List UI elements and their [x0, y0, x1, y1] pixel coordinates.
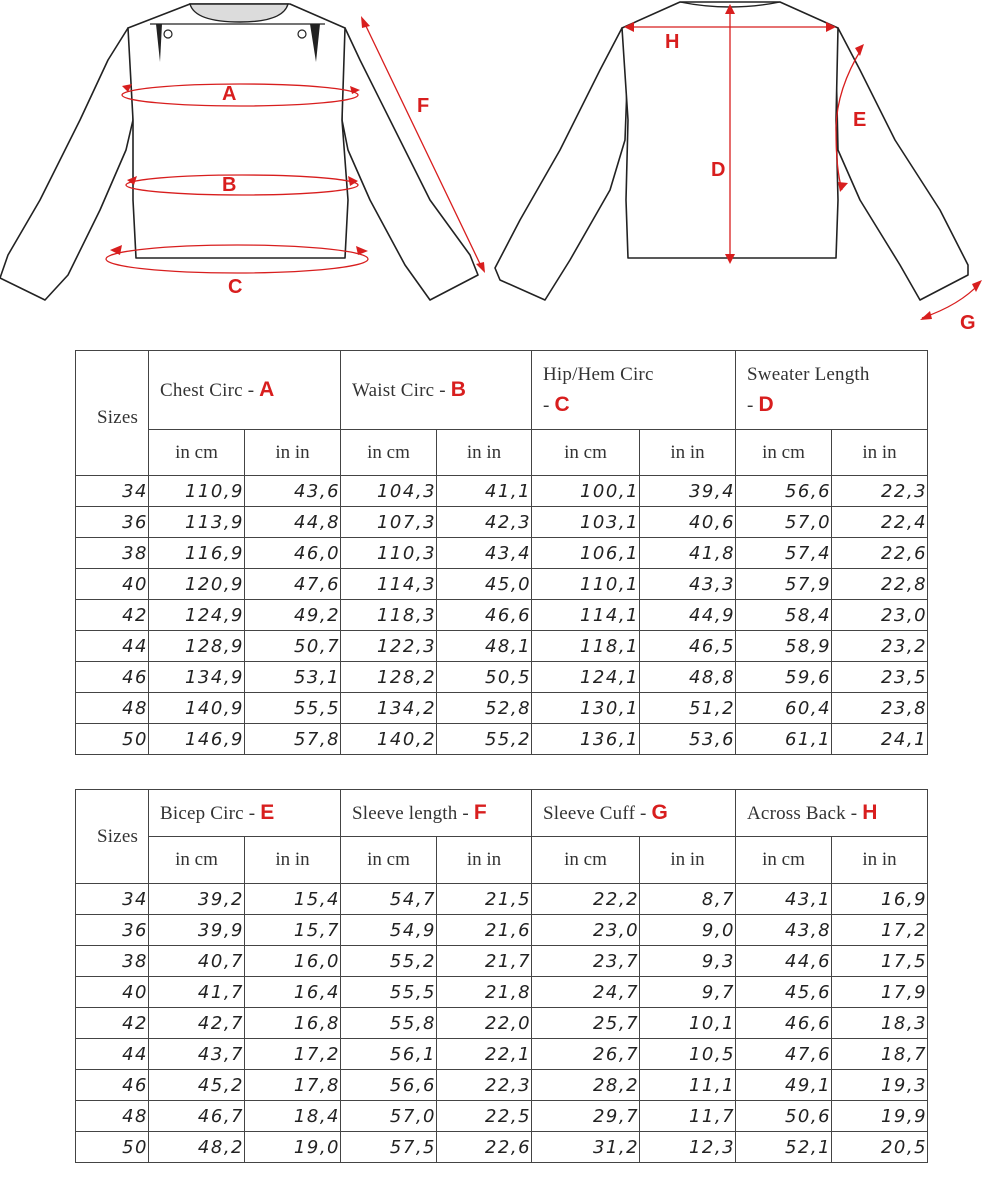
value-cell: 18,4: [245, 1101, 341, 1132]
unit-cm: in cm: [736, 430, 832, 476]
value-cell: 42,7: [149, 1008, 245, 1039]
unit-cm: in cm: [149, 430, 245, 476]
value-cell: 124,1: [532, 662, 640, 693]
table-row: [76, 915, 928, 946]
size-cell: 42: [76, 600, 149, 631]
table-row: [76, 569, 928, 600]
value-cell: 22,2: [532, 884, 640, 915]
value-cell: 55,5: [245, 693, 341, 724]
waist-circ-header: Waist Circ - B: [341, 351, 532, 430]
value-cell: 11,1: [640, 1070, 736, 1101]
value-cell: 59,6: [736, 662, 832, 693]
value-cell: 41,1: [437, 476, 532, 507]
value-cell: 57,5: [341, 1132, 437, 1163]
unit-in: in in: [640, 430, 736, 476]
size-cell: 36: [76, 915, 149, 946]
value-cell: 55,2: [341, 946, 437, 977]
value-cell: 46,6: [437, 600, 532, 631]
label-f: F: [417, 95, 430, 117]
value-cell: 44,8: [245, 507, 341, 538]
unit-in: in in: [437, 837, 532, 884]
value-cell: 58,9: [736, 631, 832, 662]
bicep-circ-header: Bicep Circ - E: [149, 790, 341, 837]
value-cell: 23,5: [832, 662, 928, 693]
table-row: [76, 1039, 928, 1070]
value-cell: 57,4: [736, 538, 832, 569]
value-cell: 19,3: [832, 1070, 928, 1101]
unit-cm: in cm: [736, 837, 832, 884]
value-cell: 50,7: [245, 631, 341, 662]
size-cell: 36: [76, 507, 149, 538]
sizes-header: Sizes: [76, 790, 149, 884]
table-row: [76, 693, 928, 724]
value-cell: 16,4: [245, 977, 341, 1008]
value-cell: 118,1: [532, 631, 640, 662]
unit-cm: in cm: [532, 430, 640, 476]
back-view: [495, 2, 982, 334]
value-cell: 15,4: [245, 884, 341, 915]
value-cell: 57,0: [736, 507, 832, 538]
value-cell: 46,5: [640, 631, 736, 662]
table-row: [76, 1008, 928, 1039]
value-cell: 58,4: [736, 600, 832, 631]
table-row: [76, 1101, 928, 1132]
value-cell: 22,3: [832, 476, 928, 507]
value-cell: 43,3: [640, 569, 736, 600]
size-cell: 48: [76, 693, 149, 724]
value-cell: 29,7: [532, 1101, 640, 1132]
value-cell: 23,7: [532, 946, 640, 977]
value-cell: 8,7: [640, 884, 736, 915]
value-cell: 56,6: [736, 476, 832, 507]
value-cell: 140,9: [149, 693, 245, 724]
value-cell: 23,0: [532, 915, 640, 946]
value-cell: 41,7: [149, 977, 245, 1008]
value-cell: 146,9: [149, 724, 245, 755]
value-cell: 43,1: [736, 884, 832, 915]
value-cell: 60,4: [736, 693, 832, 724]
table-row: [76, 946, 928, 977]
value-cell: 20,5: [832, 1132, 928, 1163]
value-cell: 43,4: [437, 538, 532, 569]
value-cell: 106,1: [532, 538, 640, 569]
size-cell: 34: [76, 884, 149, 915]
unit-cm: in cm: [341, 837, 437, 884]
size-cell: 44: [76, 1039, 149, 1070]
unit-cm: in cm: [341, 430, 437, 476]
unit-cm: in cm: [532, 837, 640, 884]
value-cell: 46,0: [245, 538, 341, 569]
value-cell: 9,0: [640, 915, 736, 946]
value-cell: 48,1: [437, 631, 532, 662]
value-cell: 140,2: [341, 724, 437, 755]
value-cell: 57,8: [245, 724, 341, 755]
value-cell: 53,6: [640, 724, 736, 755]
size-cell: 46: [76, 662, 149, 693]
value-cell: 45,6: [736, 977, 832, 1008]
value-cell: 39,2: [149, 884, 245, 915]
value-cell: 17,5: [832, 946, 928, 977]
value-cell: 116,9: [149, 538, 245, 569]
value-cell: 16,0: [245, 946, 341, 977]
value-cell: 43,6: [245, 476, 341, 507]
size-cell: 44: [76, 631, 149, 662]
value-cell: 23,0: [832, 600, 928, 631]
value-cell: 134,9: [149, 662, 245, 693]
value-cell: 22,3: [437, 1070, 532, 1101]
size-table-body-measurements: [75, 350, 928, 755]
value-cell: 55,8: [341, 1008, 437, 1039]
value-cell: 54,9: [341, 915, 437, 946]
value-cell: 48,2: [149, 1132, 245, 1163]
value-cell: 17,8: [245, 1070, 341, 1101]
value-cell: 53,1: [245, 662, 341, 693]
value-cell: 49,1: [736, 1070, 832, 1101]
table-row: [76, 662, 928, 693]
table-row: [76, 538, 928, 569]
value-cell: 45,0: [437, 569, 532, 600]
value-cell: 44,9: [640, 600, 736, 631]
value-cell: 21,6: [437, 915, 532, 946]
value-cell: 10,1: [640, 1008, 736, 1039]
sleeve-length-header: Sleeve length - F: [341, 790, 532, 837]
value-cell: 44,6: [736, 946, 832, 977]
label-g: G: [960, 312, 976, 334]
value-cell: 52,1: [736, 1132, 832, 1163]
value-cell: 43,7: [149, 1039, 245, 1070]
value-cell: 110,9: [149, 476, 245, 507]
value-cell: 17,2: [832, 915, 928, 946]
value-cell: 22,4: [832, 507, 928, 538]
sleeve-cuff-header: Sleeve Cuff - G: [532, 790, 736, 837]
size-cell: 38: [76, 946, 149, 977]
value-cell: 19,9: [832, 1101, 928, 1132]
value-cell: 25,7: [532, 1008, 640, 1039]
value-cell: 40,6: [640, 507, 736, 538]
value-cell: 49,2: [245, 600, 341, 631]
value-cell: 45,2: [149, 1070, 245, 1101]
value-cell: 22,6: [437, 1132, 532, 1163]
size-cell: 40: [76, 569, 149, 600]
value-cell: 113,9: [149, 507, 245, 538]
sweater-length-header: Sweater Length - D: [736, 351, 928, 430]
value-cell: 47,6: [736, 1039, 832, 1070]
value-cell: 12,3: [640, 1132, 736, 1163]
value-cell: 24,1: [832, 724, 928, 755]
value-cell: 18,7: [832, 1039, 928, 1070]
value-cell: 103,1: [532, 507, 640, 538]
value-cell: 55,2: [437, 724, 532, 755]
sizes-header: Sizes: [76, 351, 149, 476]
value-cell: 9,7: [640, 977, 736, 1008]
value-cell: 57,9: [736, 569, 832, 600]
value-cell: 22,8: [832, 569, 928, 600]
value-cell: 21,5: [437, 884, 532, 915]
table-row: [76, 600, 928, 631]
value-cell: 128,2: [341, 662, 437, 693]
value-cell: 56,1: [341, 1039, 437, 1070]
value-cell: 24,7: [532, 977, 640, 1008]
value-cell: 107,3: [341, 507, 437, 538]
value-cell: 16,9: [832, 884, 928, 915]
value-cell: 42,3: [437, 507, 532, 538]
table-row: [76, 724, 928, 755]
unit-in: in in: [245, 430, 341, 476]
value-cell: 46,6: [736, 1008, 832, 1039]
table-row: [76, 507, 928, 538]
value-cell: 31,2: [532, 1132, 640, 1163]
value-cell: 55,5: [341, 977, 437, 1008]
value-cell: 104,3: [341, 476, 437, 507]
value-cell: 110,3: [341, 538, 437, 569]
table-row: [76, 1132, 928, 1163]
size-cell: 50: [76, 1132, 149, 1163]
value-cell: 39,4: [640, 476, 736, 507]
value-cell: 28,2: [532, 1070, 640, 1101]
value-cell: 130,1: [532, 693, 640, 724]
size-table-sleeve-measurements: [75, 789, 928, 1163]
label-c: C: [228, 276, 243, 298]
value-cell: 100,1: [532, 476, 640, 507]
label-a: A: [222, 83, 237, 105]
value-cell: 23,2: [832, 631, 928, 662]
size-cell: 42: [76, 1008, 149, 1039]
value-cell: 110,1: [532, 569, 640, 600]
value-cell: 17,2: [245, 1039, 341, 1070]
size-cell: 48: [76, 1101, 149, 1132]
value-cell: 16,8: [245, 1008, 341, 1039]
unit-in: in in: [640, 837, 736, 884]
value-cell: 57,0: [341, 1101, 437, 1132]
value-cell: 21,8: [437, 977, 532, 1008]
value-cell: 54,7: [341, 884, 437, 915]
label-d: D: [711, 159, 726, 181]
label-b: B: [222, 174, 237, 196]
value-cell: 47,6: [245, 569, 341, 600]
unit-cm: in cm: [149, 837, 245, 884]
value-cell: 19,0: [245, 1132, 341, 1163]
value-cell: 136,1: [532, 724, 640, 755]
across-back-header: Across Back - H: [736, 790, 928, 837]
table-row: [76, 884, 928, 915]
value-cell: 134,2: [341, 693, 437, 724]
size-cell: 34: [76, 476, 149, 507]
value-cell: 22,6: [832, 538, 928, 569]
value-cell: 51,2: [640, 693, 736, 724]
table-row: [76, 476, 928, 507]
value-cell: 124,9: [149, 600, 245, 631]
hip-hem-circ-header: Hip/Hem Circ - C: [532, 351, 736, 430]
garment-measurement-diagram: [0, 0, 985, 335]
value-cell: 22,0: [437, 1008, 532, 1039]
value-cell: 120,9: [149, 569, 245, 600]
table-row: [76, 1070, 928, 1101]
value-cell: 15,7: [245, 915, 341, 946]
size-cell: 40: [76, 977, 149, 1008]
value-cell: 10,5: [640, 1039, 736, 1070]
value-cell: 114,1: [532, 600, 640, 631]
value-cell: 18,3: [832, 1008, 928, 1039]
value-cell: 22,5: [437, 1101, 532, 1132]
value-cell: 41,8: [640, 538, 736, 569]
value-cell: 46,7: [149, 1101, 245, 1132]
value-cell: 43,8: [736, 915, 832, 946]
value-cell: 23,8: [832, 693, 928, 724]
value-cell: 56,6: [341, 1070, 437, 1101]
chest-circ-header: Chest Circ - A: [149, 351, 341, 430]
unit-in: in in: [245, 837, 341, 884]
value-cell: 9,3: [640, 946, 736, 977]
value-cell: 22,1: [437, 1039, 532, 1070]
label-e: E: [853, 109, 867, 131]
value-cell: 122,3: [341, 631, 437, 662]
value-cell: 50,6: [736, 1101, 832, 1132]
size-cell: 50: [76, 724, 149, 755]
value-cell: 50,5: [437, 662, 532, 693]
table-row: [76, 631, 928, 662]
front-view: [0, 4, 485, 300]
unit-in: in in: [437, 430, 532, 476]
value-cell: 11,7: [640, 1101, 736, 1132]
value-cell: 128,9: [149, 631, 245, 662]
size-cell: 46: [76, 1070, 149, 1101]
table-row: [76, 977, 928, 1008]
value-cell: 61,1: [736, 724, 832, 755]
value-cell: 52,8: [437, 693, 532, 724]
value-cell: 48,8: [640, 662, 736, 693]
value-cell: 26,7: [532, 1039, 640, 1070]
label-h: H: [665, 31, 680, 53]
value-cell: 40,7: [149, 946, 245, 977]
value-cell: 21,7: [437, 946, 532, 977]
value-cell: 39,9: [149, 915, 245, 946]
value-cell: 114,3: [341, 569, 437, 600]
size-cell: 38: [76, 538, 149, 569]
value-cell: 118,3: [341, 600, 437, 631]
value-cell: 17,9: [832, 977, 928, 1008]
unit-in: in in: [832, 837, 928, 884]
unit-in: in in: [832, 430, 928, 476]
